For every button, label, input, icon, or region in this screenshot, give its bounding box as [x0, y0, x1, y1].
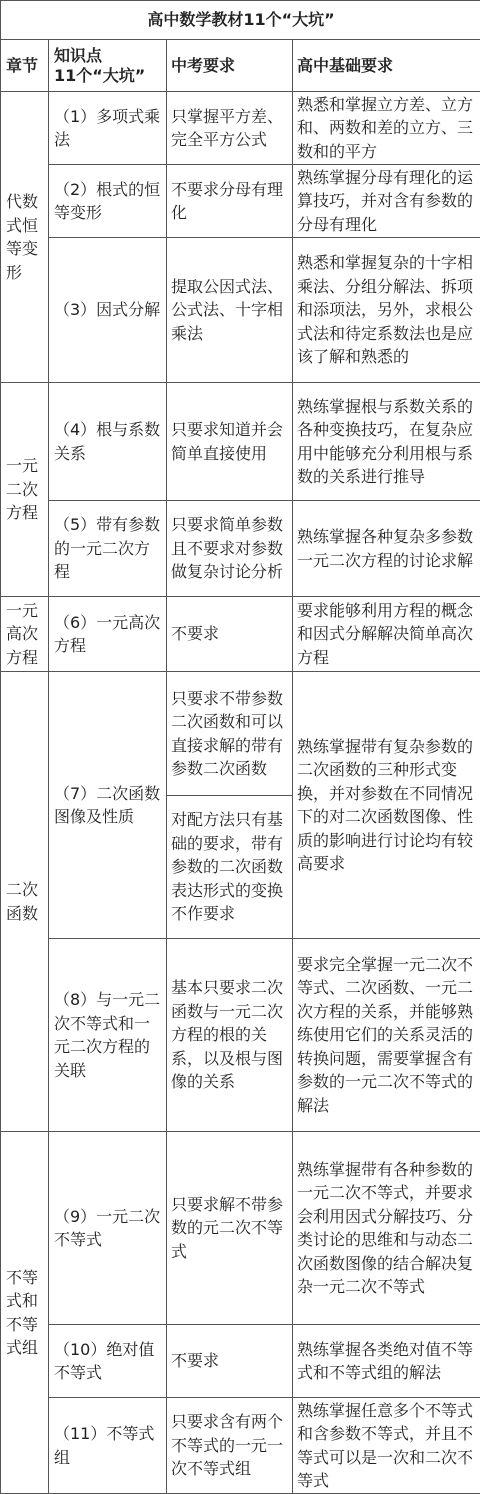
gaozhong-cell: 熟练掌握分母有理化的运算技巧，并对含有参数的分母有理化 [293, 165, 480, 238]
header-chapter: 章节 [1, 40, 49, 92]
zhongkao-cell: 只要求不带参数二次函数和可以直接求解的带有参数二次函数 [167, 672, 293, 796]
zhongkao-cell: 只掌握平方差、完全平方公式 [167, 92, 293, 165]
zhongkao-cell: 基本只要求二次函数与一元二次方程的根的关系，以及根与图像的关系 [167, 939, 293, 1132]
knowledge-cell: （9）一元二次不等式 [49, 1132, 167, 1325]
gaozhong-cell: 熟练掌握各种复杂多参数一元二次方程的讨论求解 [293, 501, 480, 597]
chapter-cell: 代数式恒等变形 [1, 92, 49, 383]
knowledge-cell: （6）一元高次方程 [49, 597, 167, 672]
knowledge-cell: （1）多项式乘法 [49, 92, 167, 165]
knowledge-cell: （7）二次函数图像及性质 [49, 672, 167, 939]
zhongkao-cell: 提取公因式法、公式法、十字相乘法 [167, 238, 293, 383]
header-knowledge: 知识点 11个“大坑” [49, 40, 167, 92]
chapter-cell: 不等式和不等式组 [1, 1132, 49, 1494]
table-title: 高中数学教材11个“大坑” [1, 1, 480, 40]
chapter-cell: 二次函数 [1, 672, 49, 1132]
header-gaozhong: 高中基础要求 [293, 40, 480, 92]
knowledge-cell: （5）带有参数的一元二次方程 [49, 501, 167, 597]
gaozhong-cell: 熟练掌握带有复杂参数的二次函数的三种形式变换，并对参数在不同情况下的对二次函数图像、性质的影响进行讨论均有较高要求 [293, 672, 480, 939]
gaozhong-cell: 熟练掌握带有各种参数的一元二次不等式，并要求会利用因式分解技巧、分类讨论的思维和与动态二次函数图像的结合解决复杂一元二次不等式 [293, 1132, 480, 1325]
knowledge-cell: （8）与一元二次不等式和一元二次方程的关联 [49, 939, 167, 1132]
knowledge-cell: （4）根与系数关系 [49, 383, 167, 501]
gaozhong-cell: 熟练掌握根与系数关系的各种变换技巧，在复杂应用中能够充分利用根与系数的关系进行推导 [293, 383, 480, 501]
gaozhong-cell: 熟悉和掌握复杂的十字相乘法、分组分解法、拆项和添项法，另外，求根公式法和待定系数法也是应该了解和熟悉的 [293, 238, 480, 383]
zhongkao-cell: 不要求 [167, 1325, 293, 1398]
gaozhong-cell: 熟练掌握任意多个不等式和含参数不等式，并且不等式可以是一次和二次不等式 [293, 1398, 480, 1494]
knowledge-cell: （2）根式的恒等变形 [49, 165, 167, 238]
zhongkao-cell: 对配方法只有基础的要求，带有参数的二次函数表达形式的变换不作要求 [167, 796, 293, 939]
gaozhong-cell: 要求完全掌握一元二次不等式、二次函数、一元二次方程的关系，并能够熟练使用它们的关系灵活的转换问题，需要掌握含有参数的一元二次不等式的解法 [293, 939, 480, 1132]
knowledge-cell: （3）因式分解 [49, 238, 167, 383]
zhongkao-cell: 只要求解不带参数的元二次不等式 [167, 1132, 293, 1325]
gaozhong-cell: 熟练掌握各类绝对值不等式和不等式组的解法 [293, 1325, 480, 1398]
chapter-cell: 一元二次方程 [1, 383, 49, 597]
header-zhongkao: 中考要求 [167, 40, 293, 92]
knowledge-cell: （11）不等式组 [49, 1398, 167, 1494]
zhongkao-cell: 只要求知道并会简单直接使用 [167, 383, 293, 501]
zhongkao-cell: 只要求简单参数且不要求对参数做复杂讨论分析 [167, 501, 293, 597]
zhongkao-cell: 不要求 [167, 597, 293, 672]
gaozhong-cell: 要求能够利用方程的概念和因式分解解决简单高次方程 [293, 597, 480, 672]
chapter-cell: 一元高次方程 [1, 597, 49, 672]
gaozhong-cell: 熟悉和掌握立方差、立方和、两数和差的立方、三数和的平方 [293, 92, 480, 165]
knowledge-cell: （10）绝对值不等式 [49, 1325, 167, 1398]
zhongkao-cell: 只要求含有两个不等式的一元一次不等式组 [167, 1398, 293, 1494]
zhongkao-cell: 不要求分母有理化 [167, 165, 293, 238]
